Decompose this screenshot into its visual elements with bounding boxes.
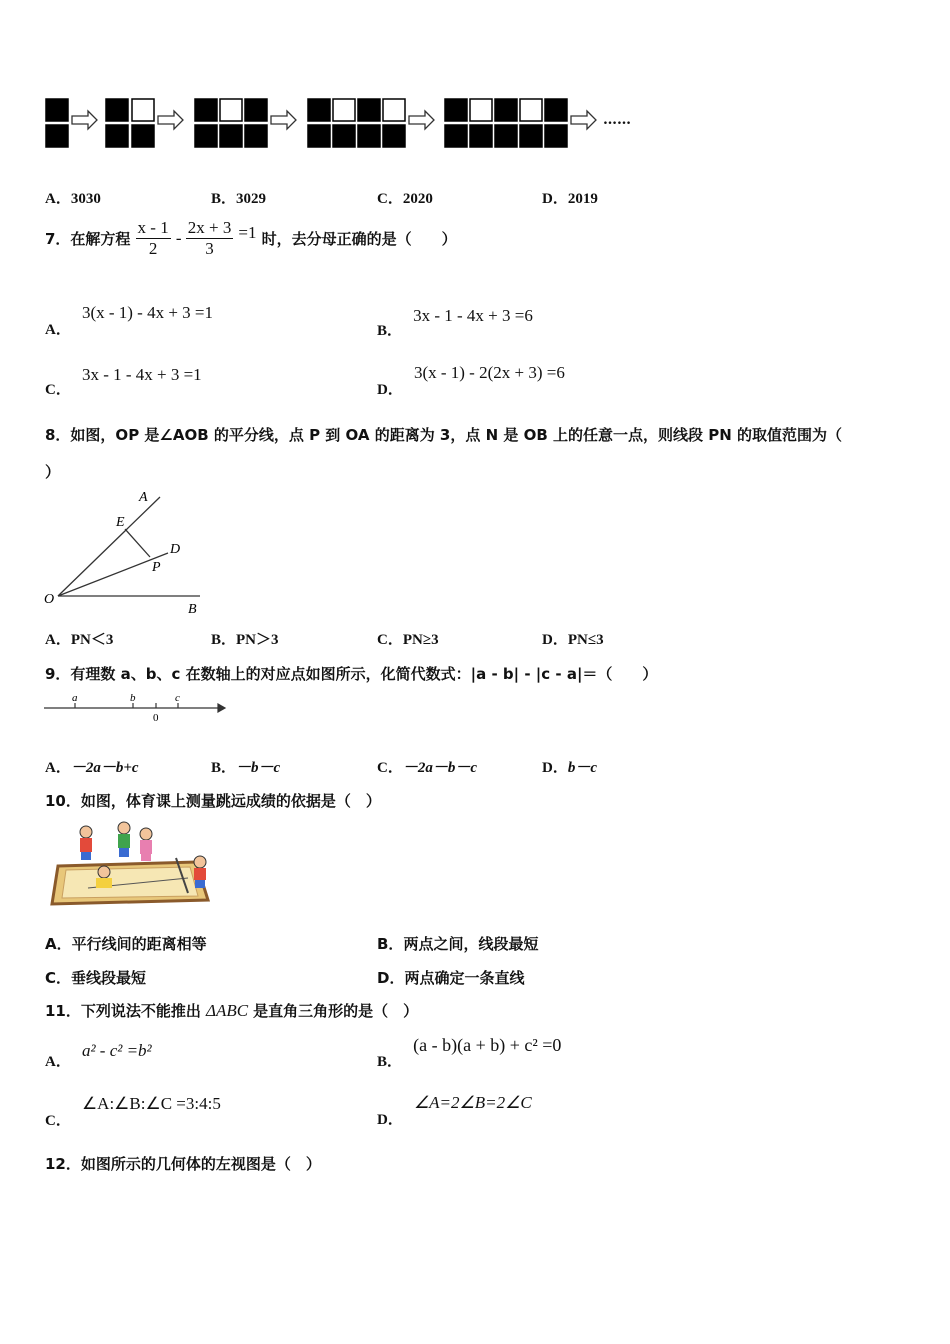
- q11-option-b[interactable]: B． (a - b)(a + b) + c² =0: [377, 1035, 562, 1070]
- q8-option-a[interactable]: A．PN＜3: [45, 632, 114, 648]
- axis-label-a: a: [72, 692, 78, 704]
- label-b: B: [188, 602, 197, 617]
- q7-fraction-2: $\frac{2x + 3}{3}$: [187, 218, 232, 258]
- q10-option-a[interactable]: A．平行线间的距离相等: [45, 935, 207, 953]
- question-9: 9．有理数 a、b、c 在数轴上的对应点如图所示，化简代数式：|a - b| - |c - a|＝（ ）: [45, 665, 658, 683]
- q6-option-d[interactable]: D．2019: [542, 191, 598, 207]
- pattern-ellipsis: ……: [603, 112, 631, 128]
- q9-option-d[interactable]: D．b－c: [542, 760, 598, 776]
- q7-prefix: 7．在解方程: [45, 230, 131, 248]
- q9-option-a[interactable]: A．－2a－b+c: [45, 760, 139, 776]
- q10-option-d[interactable]: D．两点确定一条直线: [377, 969, 525, 987]
- pattern-figure: [40, 95, 640, 153]
- question-8-line2: ）: [45, 463, 61, 481]
- label-a: A: [139, 490, 148, 505]
- q7-option-a[interactable]: A． 3(x - 1) - 4x + 3 =1: [45, 303, 214, 338]
- q10-option-b[interactable]: B．两点之间，线段最短: [377, 935, 539, 953]
- q11-option-a[interactable]: A． a² - c² =b²: [45, 1041, 152, 1070]
- q10-long-jump-illustration: [48, 818, 218, 908]
- q11-option-d[interactable]: D． ∠A=2∠B=2∠C: [377, 1093, 532, 1128]
- question-10: 10．如图，体育课上测量跳远成绩的依据是（ ）: [45, 792, 381, 810]
- q6-option-b[interactable]: B．3029: [211, 191, 267, 207]
- question-8-line1: 8．如图，OP 是∠AOB 的平分线，点 P 到 OA 的距离为 3，点 N 是 OB 上的任意一点，则线段 PN 的取值范围为（: [45, 426, 842, 444]
- q9-number-line: [42, 688, 227, 726]
- q8-option-b[interactable]: B．PN＞3: [211, 632, 279, 648]
- label-e: E: [116, 515, 125, 530]
- label-o: O: [44, 592, 55, 607]
- q8-angle-figure: [40, 485, 210, 620]
- q11-option-c[interactable]: C． ∠A:∠B:∠C =3:4:5: [45, 1094, 221, 1129]
- question-11: 11．下列说法不能推出 ΔABC 是直角三角形的是（ ）: [45, 1001, 419, 1020]
- q11-triangle: ΔABC: [205, 1001, 249, 1020]
- q7-option-d[interactable]: D． 3(x - 1) - 2(2x + 3) =6: [377, 363, 565, 398]
- q7-option-b[interactable]: B． 3x - 1 - 4x + 3 =6: [377, 306, 533, 339]
- axis-label-zero: 0: [153, 712, 159, 724]
- question-12: 12．如图所示的几何体的左视图是（ ）: [45, 1155, 321, 1173]
- q7-fraction-1: $\frac{x - 1}{2}$: [137, 218, 169, 258]
- label-d: D: [170, 542, 181, 557]
- q6-option-a[interactable]: A．3030: [45, 191, 101, 207]
- q6-option-c[interactable]: C．2020: [377, 191, 433, 207]
- question-7: 7．在解方程 $\frac{x - 1}{2}$ - $\frac{2x + 3}{3}$ =1 时，去分母正确的是（ ）: [45, 218, 457, 258]
- axis-label-b: b: [130, 692, 136, 704]
- q9-option-b[interactable]: B．－b－c: [211, 760, 281, 776]
- q9-option-c[interactable]: C．－2a－b－c: [377, 760, 478, 776]
- q8-option-d[interactable]: D．PN≤3: [542, 632, 604, 648]
- axis-label-c: c: [175, 692, 180, 704]
- q10-option-c[interactable]: C．垂线段最短: [45, 969, 147, 987]
- q8-option-c[interactable]: C．PN≥3: [377, 632, 439, 648]
- q7-option-c[interactable]: C． 3x - 1 - 4x + 3 =1: [45, 365, 202, 398]
- q7-suffix: 时，去分母正确的是（ ）: [261, 230, 457, 248]
- label-p: P: [152, 560, 161, 575]
